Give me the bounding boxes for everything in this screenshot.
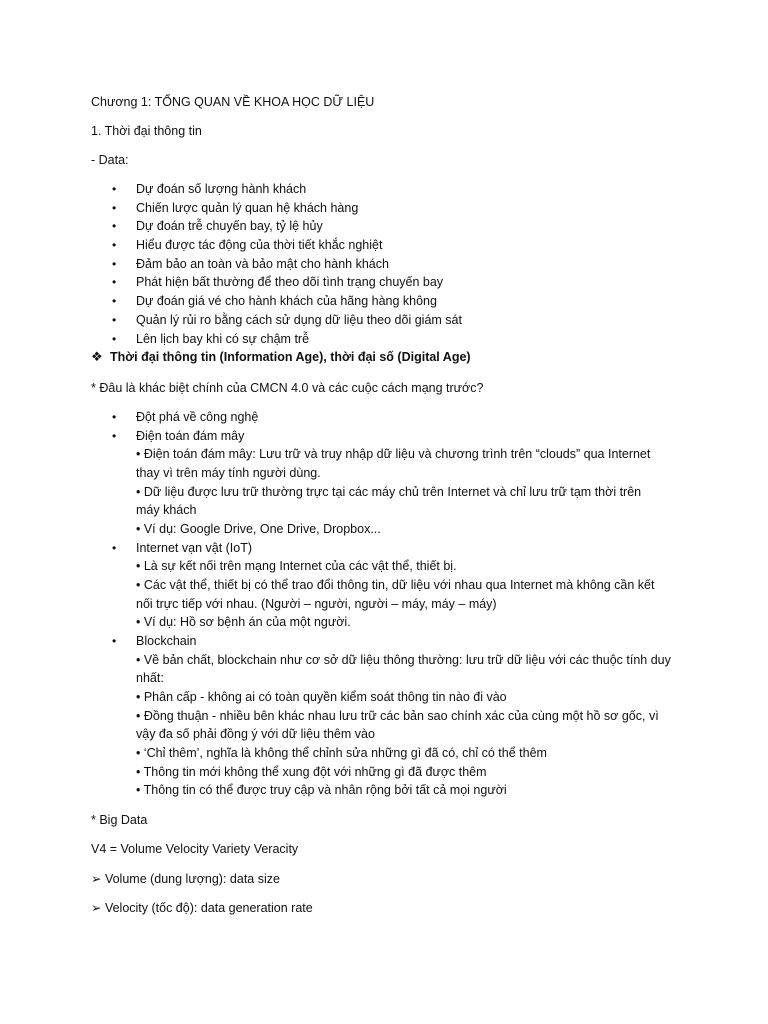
sub-text: • Phân cấp - không ai có toàn quyền kiểm soát thông tin nào đi vào	[136, 690, 507, 704]
list-item: • Hiểu được tác động của thời tiết khắc nghiệt	[136, 236, 382, 255]
list-item: • Phát hiện bất thường để theo dõi tình trạng chuyến bay	[136, 273, 443, 292]
list-item: • Đột phá về công nghệ	[136, 408, 258, 427]
list-item: • Blockchain	[136, 632, 196, 651]
list-item: • Quản lý rủi ro bằng cách sử dụng dữ liệu theo dõi giám sát	[136, 311, 462, 330]
sub-text: máy khách	[136, 503, 197, 517]
list-item: • Internet vạn vật (IoT)	[136, 539, 252, 558]
sub-text: nhất:	[136, 671, 164, 685]
list-item: • Dự đoán giá vé cho hành khách của hãng hàng không	[136, 292, 437, 311]
list-item: • Chiến lược quản lý quan hệ khách hàng	[136, 199, 358, 218]
sub-text: • Thông tin mới không thể xung đột với những gì đã được thêm	[136, 765, 487, 779]
big-data-label: * Big Data	[91, 813, 148, 827]
sub-text: • Điện toán đám mây: Lưu trữ và truy nhập dữ liệu và chương trình trên “clouds” qua Internet	[136, 447, 651, 461]
list-item: • Đảm bảo an toàn và bảo mật cho hành khách	[136, 255, 389, 274]
diamond-bullet-icon: ❖	[91, 349, 103, 364]
sub-text: thay vì trên máy tính người dùng.	[136, 466, 321, 480]
section-heading: 1. Thời đại thông tin	[91, 124, 202, 138]
sub-text: • Các vật thể, thiết bị có thể trao đổi thông tin, dữ liệu với nhau qua Internet mà không cần kết	[136, 578, 655, 592]
sub-text: nối trực tiếp với nhau. (Người – người, người – máy, máy – máy)	[136, 597, 497, 611]
sub-text: • Dữ liệu được lưu trữ thường trực tại các máy chủ trên Internet và chỉ lưu trữ tạm thời trên	[136, 485, 642, 499]
sub-text: • Ví dụ: Hồ sơ bệnh án của một người.	[136, 615, 351, 629]
question: * Đâu là khác biệt chính của CMCN 4.0 và các cuộc cách mạng trước?	[91, 381, 484, 395]
sub-text: • Ví dụ: Google Drive, One Drive, Dropbox...	[136, 522, 381, 536]
list-item: • Dự đoán số lượng hành khách	[136, 180, 306, 199]
data-label: - Data:	[91, 153, 129, 167]
list-item: • Điện toán đám mây	[136, 427, 244, 446]
sub-text: • Thông tin có thể được truy cập và nhân rộng bởi tất cả mọi người	[136, 783, 507, 797]
sub-text: vậy đa số phải đồng ý với dữ liệu thêm vào	[136, 727, 375, 741]
volume-line: ➢ Volume (dung lượng): data size	[91, 872, 280, 886]
v4-line: V4 = Volume Velocity Variety Veracity	[91, 842, 299, 856]
sub-text: • Về bản chất, blockchain như cơ sở dữ liệu thông thường: lưu trữ dữ liệu với các thuộc tính duy	[136, 653, 671, 667]
list-item: • Lên lịch bay khi có sự chậm trễ	[136, 330, 309, 349]
sub-text: • Là sự kết nối trên mạng Internet của các vật thể, thiết bị.	[136, 559, 457, 573]
list-item: • Dự đoán trễ chuyến bay, tỷ lệ hủy	[136, 217, 323, 236]
sub-text: • ‘Chỉ thêm’, nghĩa là không thể chỉnh sửa những gì đã có, chỉ có thể thêm	[136, 746, 547, 760]
velocity-line: ➢ Velocity (tốc độ): data generation rate	[91, 901, 313, 915]
info-age-heading: Thời đại thông tin (Information Age), thời đại số (Digital Age)	[110, 350, 471, 364]
sub-text: • Đồng thuận - nhiều bên khác nhau lưu trữ các bản sao chính xác của cùng một hồ sơ gốc, vì	[136, 709, 659, 723]
chapter-title: Chương 1: TỔNG QUAN VỀ KHOA HỌC DỮ LIỆU	[91, 95, 375, 109]
